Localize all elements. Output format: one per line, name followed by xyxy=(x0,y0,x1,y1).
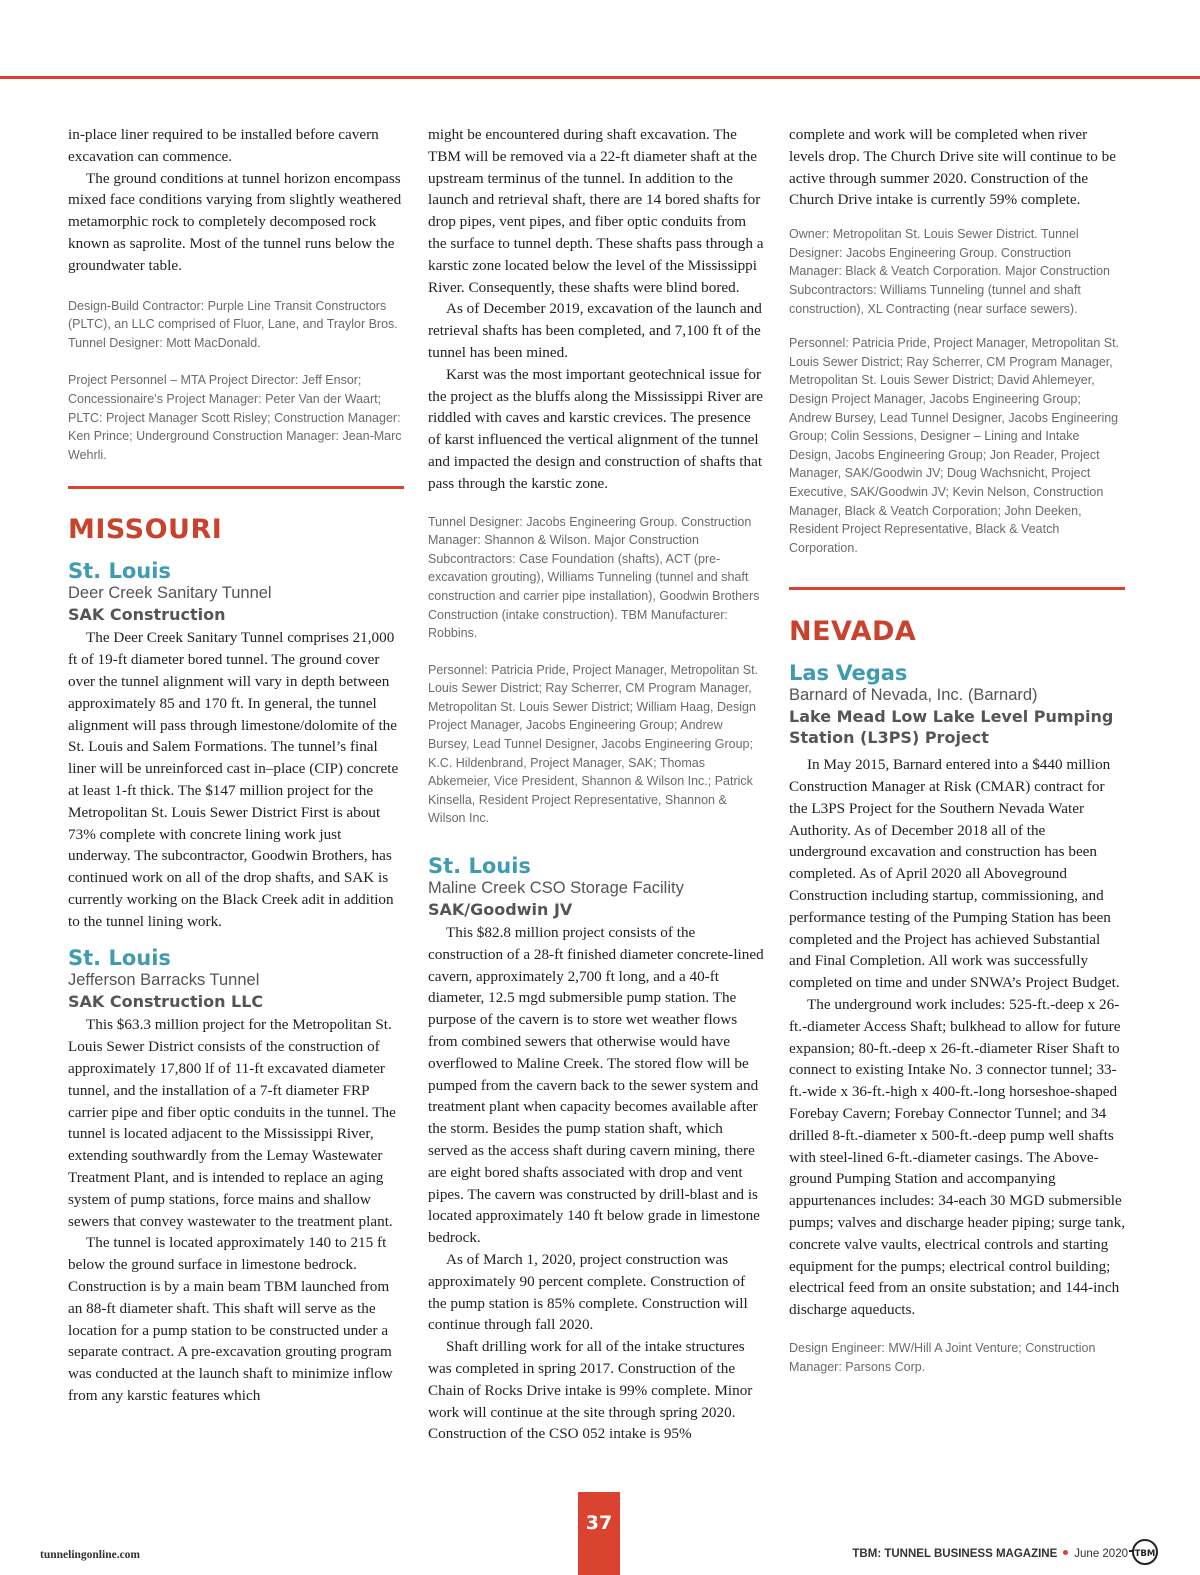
credit-design-engineer: Design Engineer: MW/Hill A Joint Venture; Construction Manager: Parsons Corp. xyxy=(789,1341,1096,1374)
body-paragraph: This $63.3 million project for the Metropolitan St. Louis Sewer District consists of the construction of approximately 17,800 lf of 11-ft excavated diameter tunnel, and the installation of a 7-ft diameter FRP carrier pipe and fiber optic conduits in the tunnel. The tunnel is located adjacent to the Mississippi River, extending southwardly from the Lemay Wastewater Treatment Plant, and is intended to replace an aging system of pump stations, force mains and shallow sewers that convey wastewater to the treatment plant. xyxy=(68,1016,396,1230)
contractor-name: Lake Mead Low Lake Level Pumping Station (L3PS) Project xyxy=(789,707,1114,748)
body-paragraph: Shaft drilling work for all of the intake structures was completed in spring 2017. Construction of the Chain of Rocks Drive intake is 99% complete. Minor work will continue at the site through spring 2020. Construction of the CSO 052 intake is 95% xyxy=(428,1338,753,1443)
state-heading-missouri: MISSOURI xyxy=(68,514,223,546)
section-divider xyxy=(68,486,404,489)
city-heading: St. Louis xyxy=(68,559,171,584)
column-1 xyxy=(68,124,404,1407)
body-paragraph: The tunnel is located approximately 140 to 215 ft below the ground surface in limestone bedrock. Construction is by a main beam TBM launched from an 88-ft diameter shaft. This shaft will serve as the location for a pump station to be constructed under a separate contract. A pre-excavation grouting program was conducted at the launch shaft to minimize inflow from any karstic features which xyxy=(68,1234,393,1405)
body-paragraph: This $82.8 million project consists of the construction of a 28-ft finished diameter concrete-lined cavern, approximately 2,700 ft long, and a 40-ft diameter, 12.5 mgd submersible pump station. The purpose of the cavern is to store wet weather flows from combined sewers that otherwise would have overflowed to Maline Creek. The stored flow will be pumped from the cavern back to the sewer system and treatment plant when capacity becomes available after the storm. Besides the pump station shaft, which served as the access shaft during cavern mining, there are eight bored shafts associated with drop and vent pipes. The cavern was constructed by drill-blast and is located approximately 140 ft below grade in limestone bedrock. xyxy=(428,924,764,1247)
credit-personnel: Personnel: Patricia Pride, Project Manager, Metropolitan St. Louis Sewer District; Ray Scherrer, CM Program Manager, Metropolitan St. Louis Sewer District; William Haag, Design Project Manager, Jacobs Engineering Group; Andrew Bursey, Lead Tunnel Designer, Jacobs Engineering Group; K.C. Hildenbrand, Project Manager, SAK; Thomas Abkemeier, Vice President, Shannon & Wilson Inc.; Patrick Kinsella, Resident Project Representative, Shannon & Wilson Inc. xyxy=(428,662,759,826)
body-paragraph: As of March 1, 2020, project construction was approximately 90 percent complete. Construction of the pump station is 85% complete. Construction will continue through fall 2020. xyxy=(428,1251,748,1334)
credit-owner: Owner: Metropolitan St. Louis Sewer District. Tunnel Designer: Jacobs Engineering Group. Construction Manager: Black & Veatch Corporation. Major Construction Subcontractors: Williams Tunneling (tunnel and shaft construction), XL Contracting (near surface sewers). xyxy=(789,227,1110,316)
credit-personnel: Personnel: Patricia Pride, Project Manager, Metropolitan St. Louis Sewer District; Ray Scherrer, CM Program Manager, Metropolitan St. Louis Sewer District; David Ahlemeyer, Design Project Manager, Jacobs Engineering Group; Andrew Bursey, Lead Tunnel Designer, Jacobs Engineering Group; Colin Sessions, Designer – Lining and Intake Design, Jacobs Engineering Group; Jon Reader, Project Manager, SAK/Goodwin JV; Doug Wachsnicht, Project Executive, SAK/Goodwin JV; Kevin Nelson, Construction Manager, Black & Veatch Corporation; John Deeken, Resident Project Representative, Black & Veatch Corporation. xyxy=(789,336,1120,555)
body-paragraph: As of December 2019, excavation of the launch and retrieval shafts has been completed, and 7,100 ft of the tunnel has been mined. xyxy=(428,300,762,361)
project-name: Maline Creek CSO Storage Facility xyxy=(428,879,684,898)
contractor-name: SAK/Goodwin JV xyxy=(428,900,573,920)
body-paragraph: might be encountered during shaft excavation. The TBM will be removed via a 22-ft diameter shaft at the upstream terminus of the tunnel. In addition to the launch and retrieval shaft, there are 14 bored shafts for drop pipes, vent pipes, and fiber optic conduits from the surface to tunnel depth. These shafts pass through a karstic zone located below the level of the Mississippi River. Consequently, these shafts were blind bored. xyxy=(428,126,764,296)
city-heading: St. Louis xyxy=(428,854,531,879)
city-heading: Las Vegas xyxy=(789,661,908,686)
credit-personnel: Project Personnel – MTA Project Director: Jeff Ensor; Concessionaire’s Project Manager: Peter Van der Waart; PLTC: Project Manager Scott Risley; Construction Manager: Ken Prince; Underground Construction Manager: Jean-Marc Wehrli. xyxy=(68,373,402,462)
body-paragraph: The underground work includes: 525-ft.-deep x 26-ft.-diameter Access Shaft; bulkhead to allow for future expansion; 80-ft.-deep x 26-ft.-diameter Riser Shaft to connect to existing Intake No. 3 connector tunnel; 33-ft.-wide x 36-ft.-high x 400-ft.-long horseshoe-shaped Forebay Cavern; Forebay Connector Tunnel; and 34 drilled 8-ft.-diameter x 500-ft.-deep pump well shafts with steel-lined 6-ft.-diameter casings. The Above-ground Pumping Station and accompanying appurtenances includes: 34-each 30 MGD submersible pumps; valves and discharge header piping; surge tank, concrete valve vaults, electrical controls and starting equipment for the pumps; electrical control building; electrical feed from an onsite substation; and 144-inch discharge aqueducts. xyxy=(789,996,1126,1319)
separator-dot-icon xyxy=(1063,1550,1068,1555)
project-name: Barnard of Nevada, Inc. (Barnard) xyxy=(789,686,1038,705)
body-paragraph: The ground conditions at tunnel horizon encompass mixed face conditions varying from slightly weathered metamorphic rock to completely decomposed rock known as saprolite. Most of the tunnel runs below the groundwater table. xyxy=(68,169,402,274)
issue-date: June 2020 xyxy=(1074,1548,1128,1560)
column-2 xyxy=(428,124,764,1445)
body-paragraph: The Deer Creek Sanitary Tunnel comprises 21,000 ft of 19-ft diameter bored tunnel. The ground cover over the tunnel alignment will vary in depth between approximately 85 and 170 ft. In general, the tunnel alignment will pass through limestone/dolomite of the St. Louis and Salem Formations. The tunnel’s final liner will be unreinforced cast in–place (CIP) concrete at least 1-ft thick. The $147 million project for the Metropolitan St. Louis Sewer District First is about 73% complete with concrete lining work just underway. The subcontractor, Goodwin Brothers, has continued work on all of the drop shafts, and SAK is currently working on the Black Creek adit in addition to the tunnel lining work. xyxy=(68,629,399,930)
page-number: 37 xyxy=(585,1512,613,1534)
body-paragraph: Karst was the most important geotechnical issue for the project as the bluffs along the Mississippi River are riddled with caves and karstic crevices. The presence of karst influenced the vertical alignment of the tunnel and impacted the design and construction of shafts that pass through the karstic zone. xyxy=(428,365,764,492)
credit-designer: Tunnel Designer: Jacobs Engineering Group. Construction Manager: Shannon & Wilson. Major Construction Subcontractors: Case Foundation (shafts), ACT (pre-excavation grouting), Williams Tunneling (tunnel and shaft construction and carrier pipe installation), Goodwin Brothers Construction (intake construction). TBM Manufacturer: Robbins. xyxy=(428,514,760,641)
project-name: Deer Creek Sanitary Tunnel xyxy=(68,584,272,603)
credit-design-build: Design-Build Contractor: Purple Line Transit Constructors (PLTC), an LLC comprised of Fluor, Lane, and Traylor Bros. Tunnel Designer: Mott MacDonald. xyxy=(68,298,398,350)
city-heading: St. Louis xyxy=(68,946,171,971)
body-paragraph: in-place liner required to be installed before cavern excavation can commence. xyxy=(68,126,379,165)
magazine-name: TBM: TUNNEL BUSINESS MAGAZINE xyxy=(852,1548,1058,1560)
footer-website-link[interactable]: tunnelingonline.com xyxy=(40,1549,141,1561)
contractor-name: SAK Construction xyxy=(68,605,226,625)
state-heading-nevada: NEVADA xyxy=(789,616,917,648)
project-name: Jefferson Barracks Tunnel xyxy=(68,971,260,990)
footer-masthead xyxy=(852,1548,1128,1560)
body-paragraph: In May 2015, Barnard entered into a $440 million Construction Manager at Risk (CMAR) contract for the L3PS Project for the Southern Nevada Water Authority. As of December 2018 all of the underground excavation and construction has been completed. As of April 2020 all Aboveground Construction including startup, commissioning, and performance testing of the Pumping Station has been completed and the Project has achieved Substantial and Final Completion. All work was successfully completed on time and under SNWA’s Project Budget. xyxy=(789,756,1120,992)
tbm-logo-icon: TBM xyxy=(1132,1539,1158,1565)
contractor-name: SAK Construction LLC xyxy=(68,992,264,1012)
section-divider xyxy=(789,587,1125,590)
top-rule xyxy=(0,76,1200,79)
column-3 xyxy=(789,124,1125,1376)
body-paragraph: complete and work will be completed when river levels drop. The Church Drive site will continue to be active through summer 2020. Construction of the Church Drive intake is currently 59% complete. xyxy=(789,126,1117,209)
